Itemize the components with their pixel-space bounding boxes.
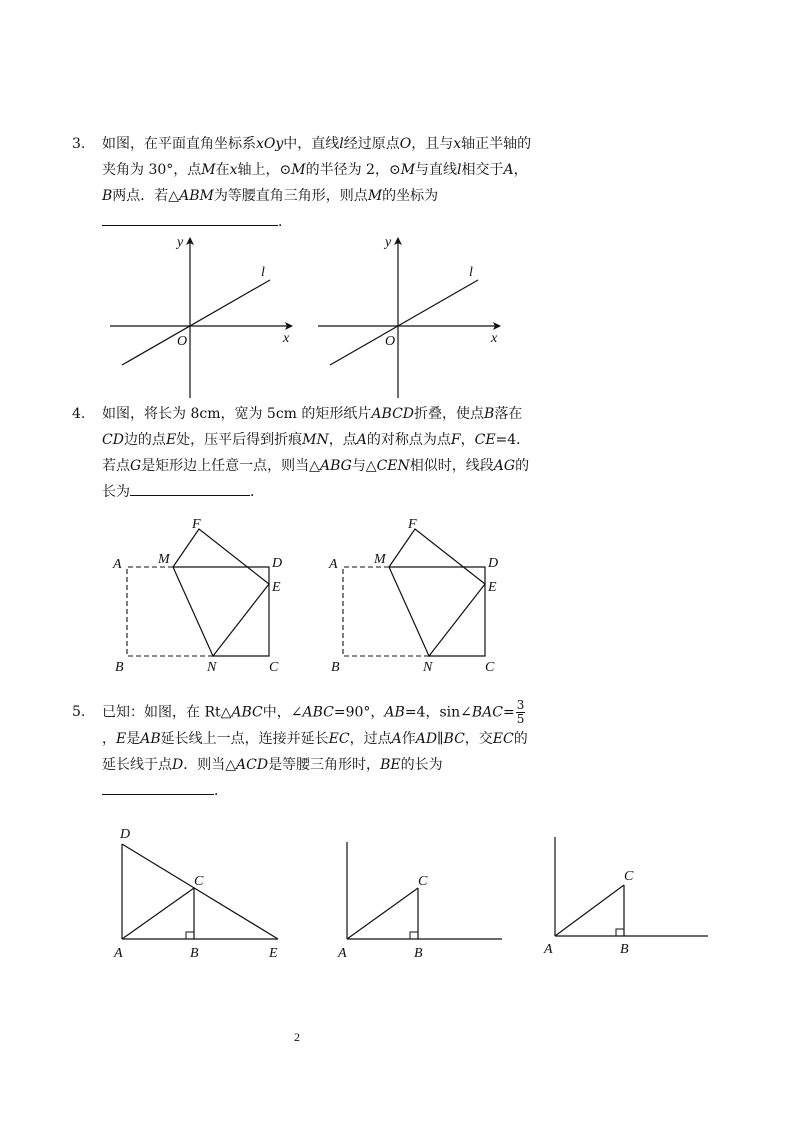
right-angle-mark [186, 932, 194, 939]
label-f: F [192, 517, 201, 532]
problem-4 [72, 401, 532, 505]
segment-ac [347, 888, 418, 939]
right-angle-mark [410, 932, 418, 939]
label-b: B [331, 660, 340, 675]
problem-text: 如图，在平面直角坐标系xOy中，直线l经过原点O，且与x轴正半轴的夹角为 30°，点M在x轴上，⊙M的半径为 2，⊙M与直线l相交于A，B两点．若△ABM为等腰直角三角形，则点M的坐标为． [102, 136, 532, 230]
original-edges-dashed [127, 567, 213, 656]
segment-ac [122, 888, 194, 939]
answer-blank[interactable] [102, 778, 214, 795]
label-d: D [272, 556, 283, 571]
label-c: C [418, 874, 428, 889]
segment-de [122, 844, 278, 939]
figure-5-right-triangles [110, 822, 720, 972]
label-a: A [114, 946, 123, 961]
rectangle-edges [173, 567, 269, 656]
label-n: N [207, 660, 217, 675]
folded-part [389, 529, 485, 656]
label-y: y [177, 235, 184, 250]
label-d: D [120, 827, 131, 842]
answer-blank[interactable] [102, 209, 278, 226]
figure-3-coordinate-axes [100, 232, 520, 402]
page-number: 2 [294, 1030, 300, 1044]
label-d: D [488, 556, 499, 571]
label-a: A [544, 942, 553, 957]
label-c: C [269, 660, 279, 675]
segment-ac [555, 885, 624, 936]
label-a: A [338, 946, 347, 961]
problem-number: 4. [72, 406, 86, 422]
label-f: F [408, 517, 417, 532]
folded-part [173, 529, 269, 656]
label-m: M [158, 552, 170, 567]
label-b: B [190, 946, 199, 961]
label-x: x [283, 331, 290, 346]
figure-4-folded-rectangle [105, 512, 525, 682]
label-n: N [423, 660, 433, 675]
problem-5 [72, 699, 532, 804]
label-b: B [115, 660, 124, 675]
problem-3 [72, 131, 532, 235]
problem-text: 如图，将长为 8cm，宽为 5cm 的矩形纸片ABCD折叠，使点B落在CD边的点E处，压平后得到折痕MN，点A的对称点为点F，CE=4．若点G是矩形边上任意一点，则当△ABG与△CEN相似时，线段AG的长为 ． [102, 406, 531, 500]
label-e: E [272, 580, 281, 595]
line-l [122, 280, 270, 365]
label-c: C [194, 874, 204, 889]
axes-left [110, 235, 292, 398]
problem-number: 3. [72, 136, 86, 152]
label-c: C [624, 869, 634, 884]
fraction-sin: $\frac{3}{5}$ [516, 698, 525, 726]
triangle-diagram-1 [113, 827, 278, 961]
label-y: y [385, 235, 392, 250]
label-c: C [485, 660, 495, 675]
label-m: M [374, 552, 386, 567]
label-x: x [491, 331, 498, 346]
fold-diagram-left [112, 517, 282, 675]
original-edges-dashed [343, 567, 429, 656]
label-a: A [329, 557, 338, 572]
label-e: E [488, 580, 497, 595]
label-o: O [177, 334, 188, 349]
label-l: l [261, 265, 265, 280]
fold-diagram-right [328, 517, 498, 675]
label-e: E [269, 946, 278, 961]
rectangle-edges [389, 567, 485, 656]
triangle-diagram-2 [337, 842, 502, 961]
label-b: B [414, 946, 423, 961]
problem-number: 5. [72, 704, 86, 720]
answer-blank[interactable] [130, 479, 250, 496]
triangle-diagram-3 [543, 837, 708, 957]
right-angle-mark [616, 929, 624, 936]
axes-right [318, 235, 500, 398]
label-b: B [620, 942, 629, 957]
label-a: A [113, 557, 122, 572]
line-l [330, 280, 478, 365]
label-o: O [385, 334, 396, 349]
label-l: l [469, 265, 473, 280]
problem-text: 已知：如图，在 Rt△ABC中，∠ABC=90°，AB=4，sin∠BAC= $\frac{3}{5}$ ，E是AB延长线上一点，连接并延长EC，过点A作AD∥BC，交EC的延长线于点D．则当△ACD是等腰三角形时，BE的长为． [102, 698, 528, 799]
